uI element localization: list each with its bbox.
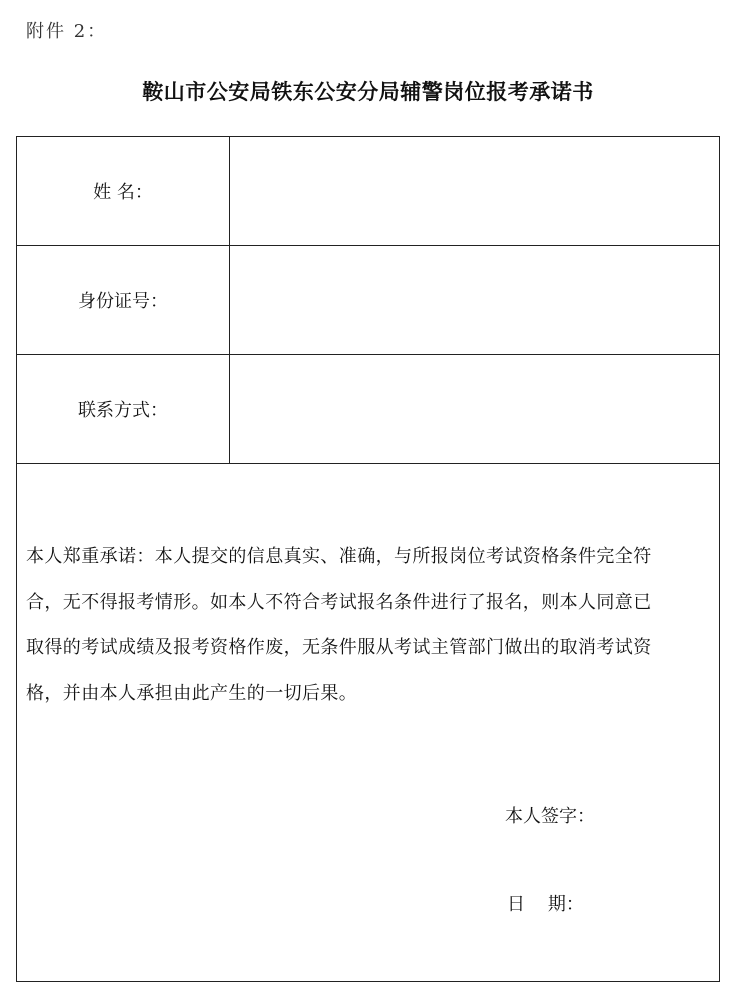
id-number-row xyxy=(17,246,719,355)
commitment-statement: 本人郑重承诺：本人提交的信息真实、准确，与所报岗位考试资格条件完全符 合，无不得报考情形。如本人不符合考试报名条件进行了报名，则本人同意已 取得的考试成绩及报考资格作废，无条件服从考试主管部门做出的取消考试资 格，并由本人承担由此产生的一切后果。 xyxy=(26,546,652,704)
page-title: 鞍山市公安局铁东公安分局辅警岗位报考承诺书 xyxy=(142,80,594,104)
commitment-form xyxy=(16,136,720,982)
name-label: 姓 名： xyxy=(17,137,230,245)
id-number-label: 身份证号： xyxy=(17,246,230,354)
name-field[interactable] xyxy=(230,137,719,245)
id-number-field[interactable] xyxy=(230,246,719,354)
signature-label: 本人签字： xyxy=(505,806,595,827)
date-label: 日 期： xyxy=(507,894,584,915)
contact-row xyxy=(17,355,719,464)
contact-field[interactable] xyxy=(230,355,719,463)
attachment-label: 附件 2： xyxy=(26,21,108,42)
name-row xyxy=(17,137,719,246)
contact-label: 联系方式： xyxy=(17,355,230,463)
